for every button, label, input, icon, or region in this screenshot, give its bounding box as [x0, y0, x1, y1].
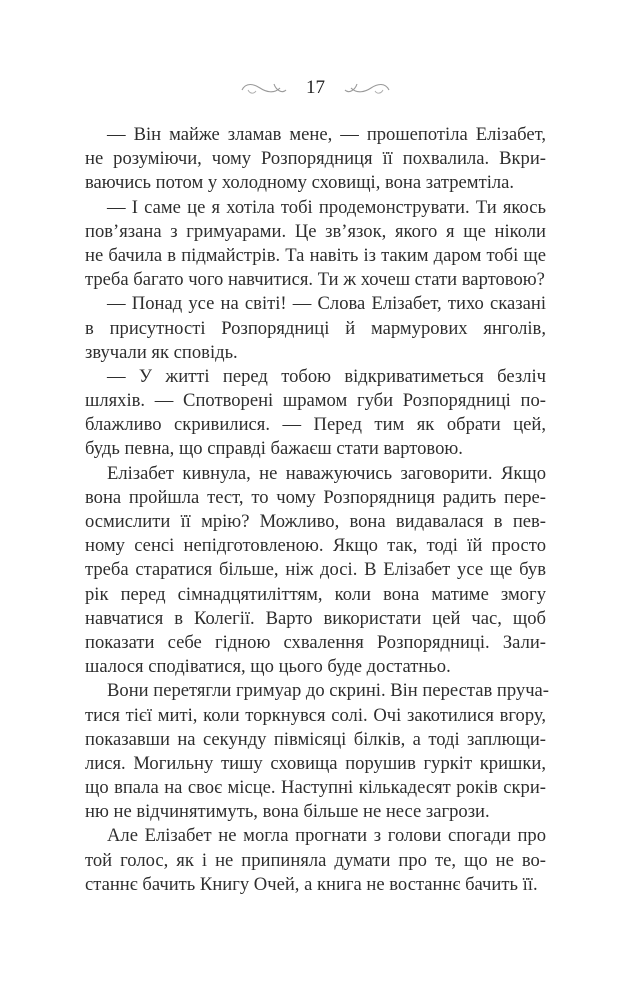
text-line: що впала на своє місце. Наступні кількадесят років скри- [85, 777, 546, 799]
text-line: ному сенсі непідготовленою. Якщо так, тоді їй просто [85, 535, 546, 557]
page-header [0, 72, 631, 104]
text-line: будь певна, що справді бажаєш стати вартовою. [85, 438, 463, 460]
text-line: Елізабет кивнула, не наважуючись заговорити. Якщо [107, 462, 546, 484]
paragraph [85, 824, 546, 897]
text-line: навчатися в Колегії. Варто використати цей час, щоб [85, 607, 546, 629]
text-line: тися тієї миті, коли торкнувся солі. Очі закотилися вгору, [85, 704, 546, 726]
text-line: той голос, як і не припиняла думати про те, що не во- [85, 849, 546, 871]
text-line: шляхів. — Спотворені шрамом губи Розпорядниці по- [85, 390, 546, 412]
text-line: рік перед сімнадцятиліттям, коли вона матиме змогу [85, 583, 546, 605]
text-line: треба багато чого навчитися. Ти ж хочеш стати вартовою? [85, 269, 545, 291]
paragraph [85, 365, 546, 462]
text-line: — І саме це я хотіла тобі продемонструвати. Ти якось [107, 196, 546, 218]
paragraph [85, 679, 550, 824]
text-line: ваючись потом у холодному сховищі, вона затремтіла. [85, 172, 515, 194]
text-line: не розуміючи, чому Розпорядниця її похвалила. Вкри- [85, 148, 546, 170]
text-line: — У житті перед тобою відкриватиметься безліч [107, 365, 546, 387]
text-line: треба старатися більше, ніж досі. В Елізабет усе ще був [85, 559, 546, 581]
text-line: показавши на секунду півмісяці білків, а тоді заплющи- [85, 728, 546, 750]
text-line: ню не відчинятимуть, вона більше не несе загрози. [85, 801, 490, 823]
text-line: пов’язана з гримуарами. Це зв’язок, якого я ще ніколи [85, 220, 546, 242]
text-line: станнє бачить Книгу Очей, а книга не востаннє бачить її. [85, 873, 538, 895]
text-line: не бачила в підмайстрів. Та навіть із таким даром тобі ще [85, 244, 546, 266]
text-line: лися. Могильну тишу сховища порушив гуркіт кришки, [85, 752, 546, 774]
text-line: блажливо скривилися. — Перед тим як обрати цей, [85, 414, 546, 436]
paragraph [85, 196, 546, 293]
body-text [85, 123, 550, 897]
paragraph [85, 292, 546, 365]
paragraph [85, 462, 546, 680]
text-line: шалося сподіватися, що цього буде достатньо. [85, 656, 451, 678]
text-line: осмислити її мрію? Можливо, вона видавалася в пев- [85, 511, 546, 532]
text-line: — Він майже зламав мене, — прошепотіла Елізабет, [107, 124, 546, 145]
text-line: показати себе гідною схвалення Розпорядниці. Зали- [85, 631, 546, 653]
text-line: звучали як сповідь. [85, 341, 238, 363]
text-line: Вони перетягли гримуар до скрині. Він перестав пруча- [107, 680, 550, 702]
flourish-left-icon [240, 78, 288, 98]
flourish-right-icon [343, 78, 391, 98]
text-line: в присутності Розпорядниці й мармурових янголів, [85, 317, 546, 339]
page-number: 17 [306, 77, 325, 98]
text-line: Але Елізабет не могла прогнати з голови спогади про [107, 825, 546, 847]
text-line: — Понад усе на світі! — Слова Елізабет, тихо сказані [107, 293, 546, 315]
text-line: вона пройшла тест, то чому Розпорядниця радить пере- [85, 486, 546, 508]
paragraph [85, 123, 546, 196]
